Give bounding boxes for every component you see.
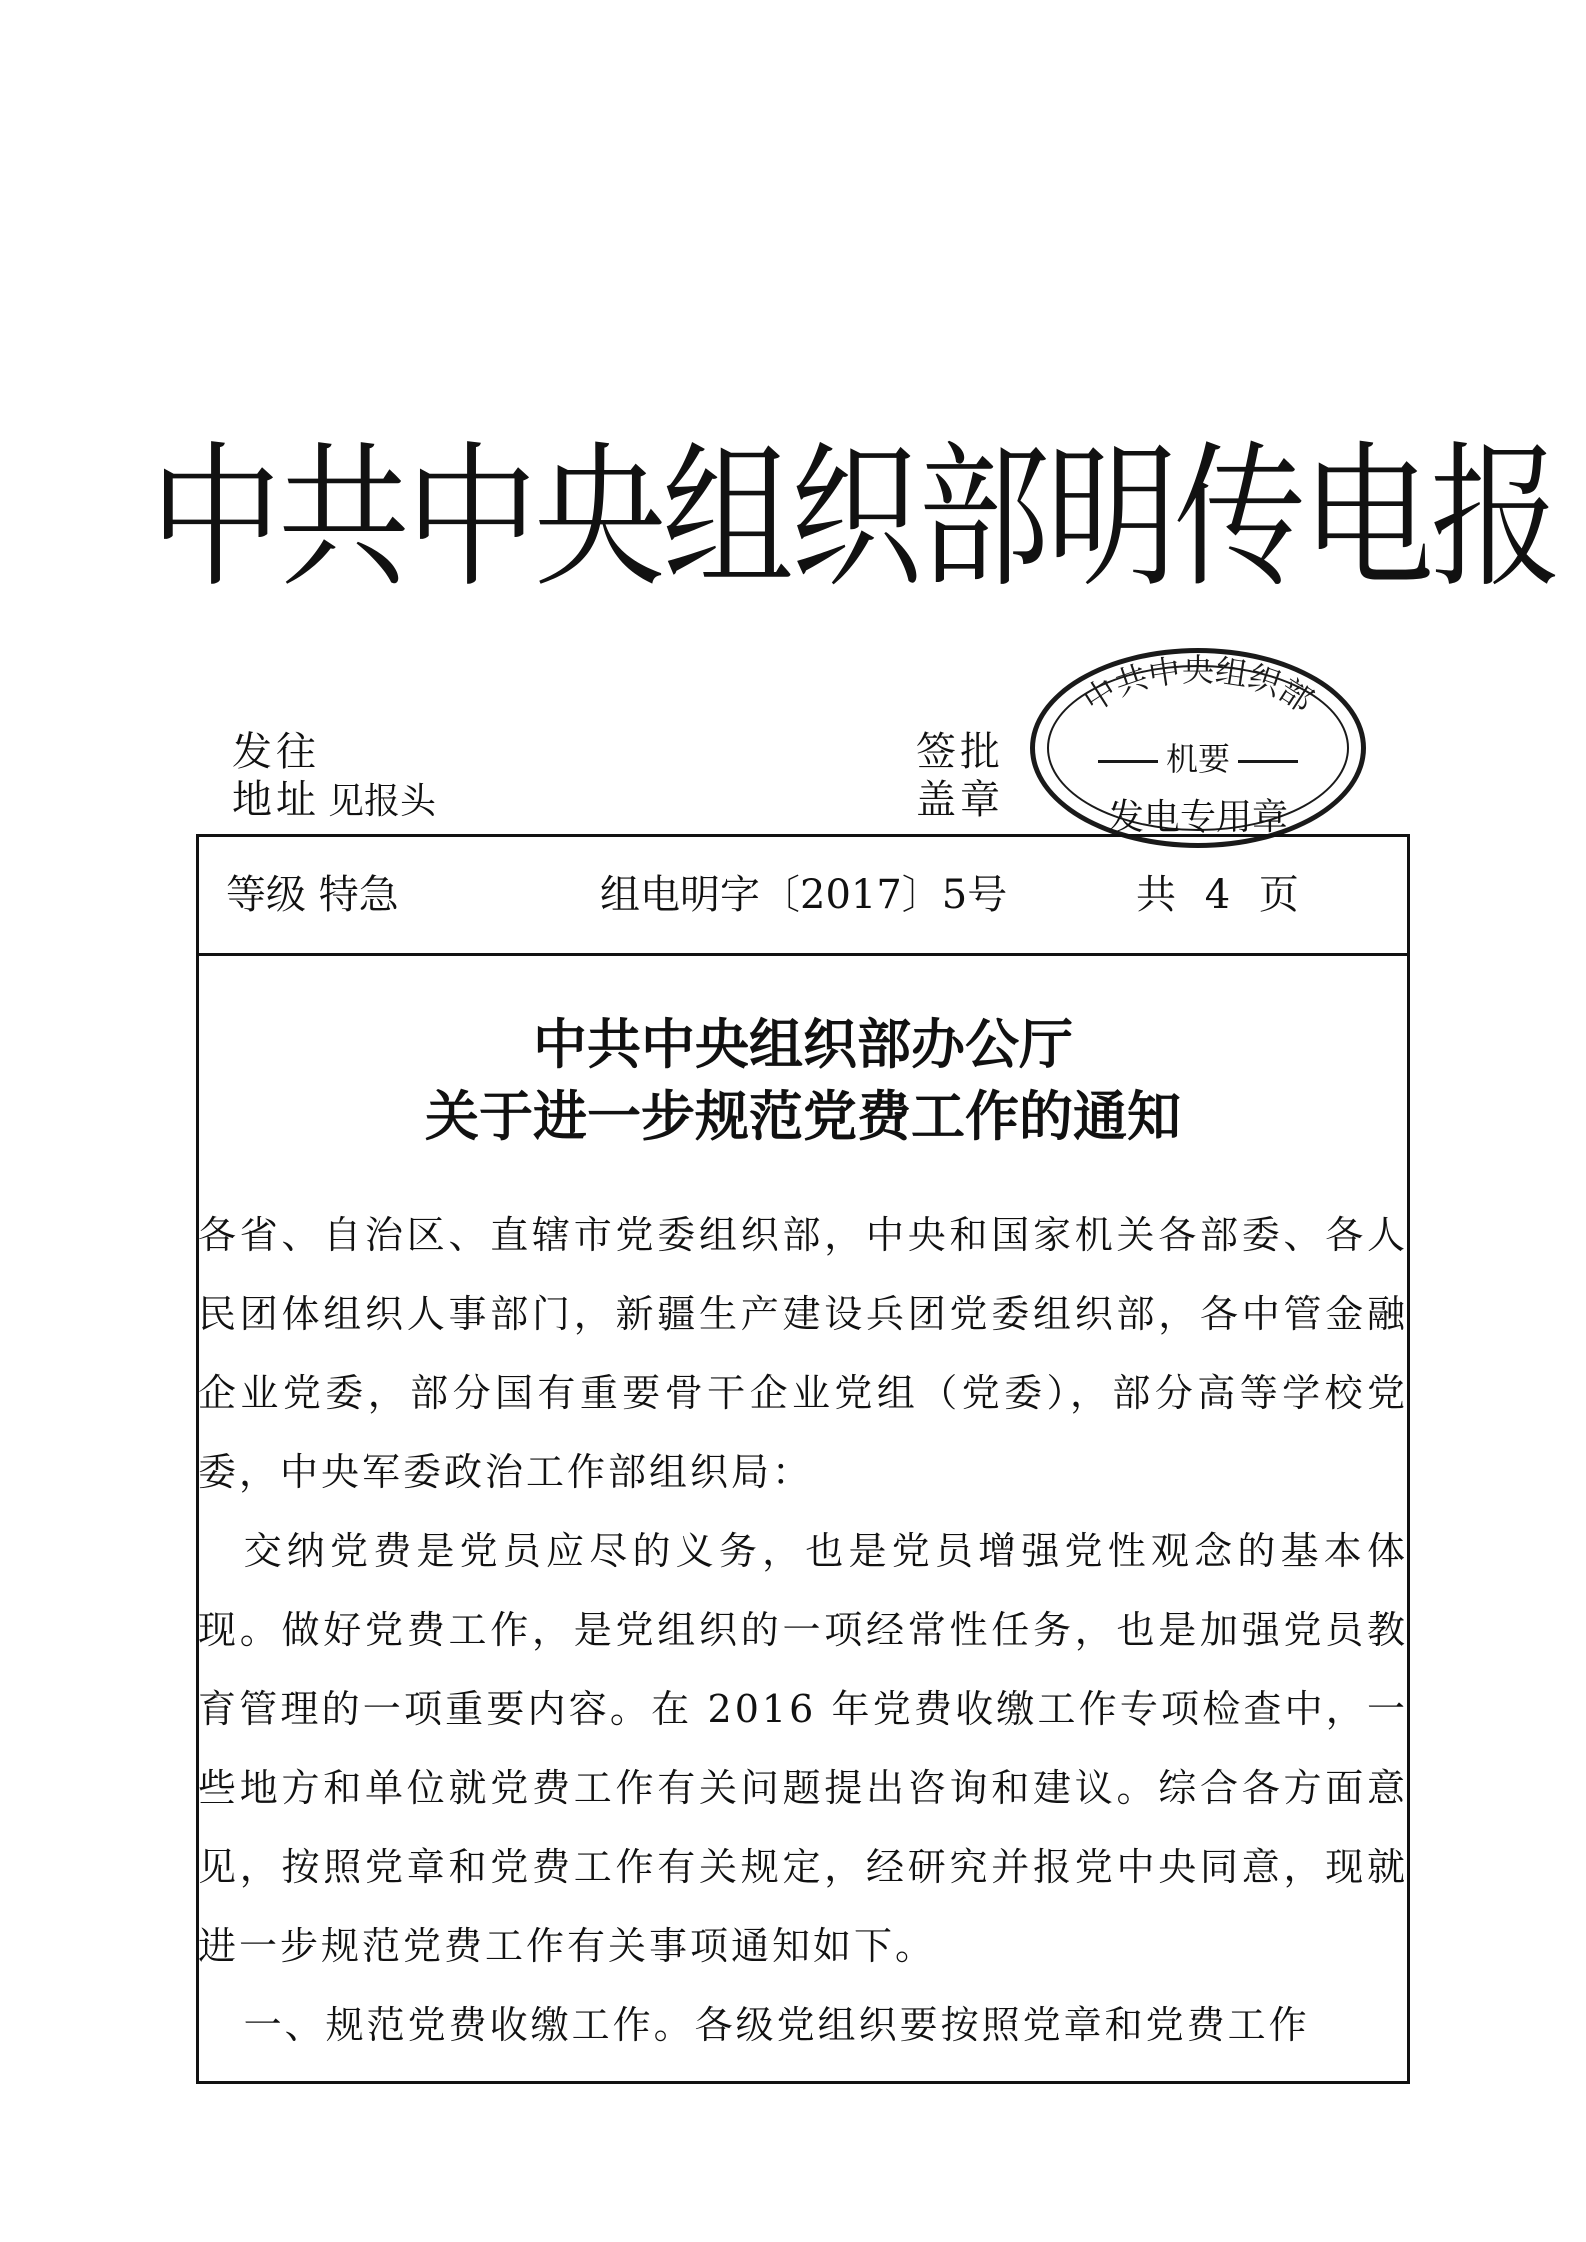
svg-text:中共中央组织部 (1076, 653, 1319, 720)
body-paragraph-1: 交纳党费是党员应尽的义务，也是党员增强党性观念的基本体现。做好党费工作，是党组织的一项经常性任务，也是加强党员教育管理的一项重要内容。在 2016 年党费收缴工作专项检查中，一些地方和单位就党费工作有关问题提出咨询和建议。综合各方面意见，按照党章和党费工作有关规定，经研究并报党中央同意，现就进一步规范党费工作有关事项通知如下。 (198, 1529, 1408, 1968)
official-seal (1030, 648, 1366, 848)
grade-label: 等级 特急 (226, 872, 399, 918)
notice-body (198, 1196, 1408, 2065)
header-row (196, 834, 1410, 956)
sign-block (916, 728, 1004, 824)
masthead-title: 中共中央组织部明传电报 (150, 427, 1558, 610)
seal-arc-label: 中共中央组织部 (1076, 653, 1320, 720)
approve-label: 签批 (916, 729, 1004, 775)
seal-label: 盖章 (916, 777, 1004, 823)
notice-title-line1: 中共中央组织部办公厅 (533, 1012, 1073, 1076)
addressees-paragraph: 各省、自治区、直辖市党委组织部，中央和国家机关各部委、各人民团体组织人事部门，新疆生产建设兵团党委组织部，各中管金融企业党委，部分国有重要骨干企业党组（党委），部分高等学校党委，中央军委政治工作部组织局： (198, 1213, 1408, 1494)
doc-number: 组电明字〔2017〕5号 (600, 872, 1008, 918)
body-paragraph-2: 一、规范党费收缴工作。各级党组织要按照党章和党费工作 (243, 2003, 1310, 2047)
address-label: 地址 (232, 777, 320, 823)
seal-middle (1035, 741, 1361, 777)
seal-middle-text: 机要 (1165, 740, 1230, 778)
page-count: 共 4 页 (1136, 872, 1307, 918)
seal-bottom-text: 发电专用章 (1107, 797, 1288, 838)
send-label: 发往 (232, 729, 320, 775)
address-value: 见报头 (328, 781, 437, 822)
address-block (232, 728, 436, 826)
notice-title-line2: 关于进一步规范党费工作的通知 (425, 1084, 1181, 1148)
